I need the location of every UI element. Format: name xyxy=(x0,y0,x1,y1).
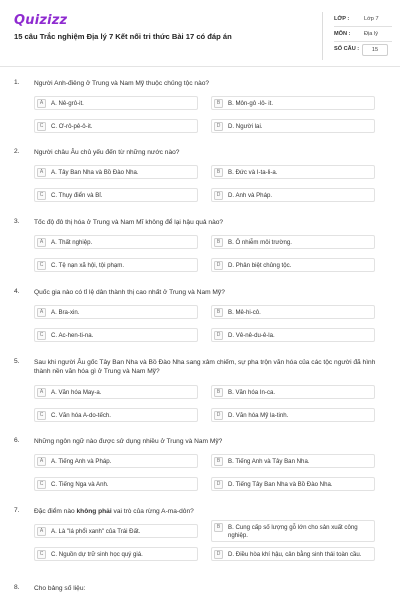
option-label: D. Anh và Pháp. xyxy=(228,192,273,199)
option-b[interactable] xyxy=(211,165,375,179)
option-c[interactable] xyxy=(34,328,198,342)
header-divider xyxy=(322,12,323,60)
question-number: 6. xyxy=(14,437,20,444)
option-a[interactable] xyxy=(34,454,198,468)
option-letter: B xyxy=(214,388,223,397)
question-text-emphasis: không phải xyxy=(76,508,112,515)
option-letter: B xyxy=(214,238,223,247)
option-c[interactable] xyxy=(34,477,198,491)
count-label: SỐ CÂU : xyxy=(334,46,360,52)
option-letter: A xyxy=(37,168,46,177)
option-label: B. Đức và I-ta-li-a. xyxy=(228,169,278,176)
option-letter: C xyxy=(37,331,46,340)
question-text: Sau khi người Âu gốc Tây Ban Nha và Bồ Đào Nha sang xâm chiếm, sự pha trộn văn hóa của các tộc người đã hình thành nền văn hóa gì ở Trung và Nam Mỹ? xyxy=(34,359,376,375)
option-letter: D xyxy=(214,261,223,270)
option-label: D. Tiếng Tây Ban Nha và Bồ Đào Nha. xyxy=(228,481,333,488)
class-value: Lớp 7 xyxy=(364,16,379,22)
option-c[interactable] xyxy=(34,188,198,202)
question-text: Những ngôn ngữ nào được sử dụng nhiều ở Trung và Nam Mỹ? xyxy=(34,438,223,445)
option-label: B. Ô nhiễm môi trường. xyxy=(228,239,292,246)
option-b[interactable] xyxy=(211,520,375,542)
question-text-before: Đặc điểm nào xyxy=(34,508,77,515)
option-b[interactable] xyxy=(211,454,375,468)
option-label: B. Mê-hi-cô. xyxy=(228,309,261,316)
subject-row xyxy=(334,28,392,42)
worksheet-header xyxy=(0,0,400,66)
option-label: A. Bra-xin. xyxy=(51,309,80,316)
option-label: A. Tây Ban Nha và Bồ Đào Nha. xyxy=(51,169,139,176)
option-letter: B xyxy=(214,457,223,466)
question-number: 8. xyxy=(14,584,20,591)
option-d[interactable] xyxy=(211,258,375,272)
option-letter: A xyxy=(37,238,46,247)
question-number: 1. xyxy=(14,79,20,86)
option-label: C. Ơ-rô-pê-ô-it. xyxy=(51,123,93,130)
option-label: D. Phân biệt chủng tộc. xyxy=(228,262,292,269)
option-label: A. Văn hóa May-a. xyxy=(51,389,102,396)
option-b[interactable] xyxy=(211,385,375,399)
option-a[interactable] xyxy=(34,305,198,319)
option-label: C. Văn hóa A-do-tếch. xyxy=(51,412,111,419)
count-value: 15 xyxy=(362,44,388,56)
option-letter: A xyxy=(37,388,46,397)
option-label: A. Tiếng Anh và Pháp. xyxy=(51,458,112,465)
option-letter: D xyxy=(214,331,223,340)
option-letter: D xyxy=(214,411,223,420)
option-letter: A xyxy=(37,457,46,466)
option-label: B. Môn-gô -lô- it. xyxy=(228,100,274,107)
option-label: B. Văn hóa In-ca. xyxy=(228,389,276,396)
option-label: A. Là "lá phổi xanh" của Trái Đất. xyxy=(51,528,141,535)
option-label: C. Ac-hen-ti-na. xyxy=(51,332,94,339)
option-label: D. Điều hòa khí hậu, cân bằng sinh thái toàn cầu. xyxy=(228,551,362,558)
option-a[interactable] xyxy=(34,235,198,249)
question-text: Tốc độ đô thị hóa ở Trung và Nam Mĩ không để lại hậu quả nào? xyxy=(34,219,224,226)
option-label: C. Nguồn dự trữ sinh học quý giá. xyxy=(51,551,143,558)
option-letter: B xyxy=(214,99,223,108)
quizizz-logo: Quizizz xyxy=(14,13,68,28)
option-a[interactable] xyxy=(34,165,198,179)
option-b[interactable] xyxy=(211,305,375,319)
option-letter: D xyxy=(214,480,223,489)
question-number: 4. xyxy=(14,288,20,295)
option-letter: C xyxy=(37,480,46,489)
option-letter: C xyxy=(37,550,46,559)
option-c[interactable] xyxy=(34,258,198,272)
worksheet-title: 15 câu Trắc nghiệm Địa lý 7 Kết nối tri thức Bài 17 có đáp án xyxy=(14,32,232,41)
class-label: LỚP : xyxy=(334,16,350,22)
option-letter: A xyxy=(37,308,46,317)
option-d[interactable] xyxy=(211,477,375,491)
option-label: D. Vê-nê-du-ê-la. xyxy=(228,332,275,339)
option-letter: C xyxy=(37,411,46,420)
question-number: 7. xyxy=(14,507,20,514)
subject-value: Địa lý xyxy=(364,31,378,37)
option-label: C. Thụy điển và Bỉ. xyxy=(51,192,103,199)
option-d[interactable] xyxy=(211,188,375,202)
option-c[interactable] xyxy=(34,547,198,561)
question-number: 5. xyxy=(14,358,20,365)
question-number: 3. xyxy=(14,218,20,225)
option-b[interactable] xyxy=(211,235,375,249)
option-letter: D xyxy=(214,191,223,200)
option-letter: C xyxy=(37,122,46,131)
option-d[interactable] xyxy=(211,547,375,561)
question-text: Cho bảng số liệu: xyxy=(34,585,86,592)
option-a[interactable] xyxy=(34,96,198,110)
option-letter: A xyxy=(37,527,46,536)
option-a[interactable] xyxy=(34,385,198,399)
option-label: C. Tệ nạn xã hội, tội phạm. xyxy=(51,262,125,269)
option-d[interactable] xyxy=(211,408,375,422)
subject-label: MÔN : xyxy=(334,31,351,37)
option-b[interactable] xyxy=(211,96,375,110)
option-c[interactable] xyxy=(34,408,198,422)
class-row xyxy=(334,13,392,27)
option-letter: C xyxy=(37,261,46,270)
option-d[interactable] xyxy=(211,328,375,342)
option-d[interactable] xyxy=(211,119,375,133)
option-letter: D xyxy=(214,550,223,559)
option-letter: B xyxy=(214,168,223,177)
option-label: B. Tiếng Anh và Tây Ban Nha. xyxy=(228,458,310,465)
option-letter: C xyxy=(37,191,46,200)
option-letter: A xyxy=(37,99,46,108)
option-label: A. Nê-grô-it. xyxy=(51,100,84,107)
question-text xyxy=(34,507,386,516)
option-label: D. Văn hóa Mỹ la-tinh. xyxy=(228,412,289,419)
option-letter: D xyxy=(214,122,223,131)
option-label: B. Cung cấp số lượng gỗ lớn cho sản xuất công nghiệp. xyxy=(228,524,358,539)
option-label: A. Thất nghiệp. xyxy=(51,239,93,246)
question-number: 2. xyxy=(14,148,20,155)
question-text: Quốc gia nào có tỉ lệ dân thành thị cao nhất ở Trung và Nam Mỹ? xyxy=(34,289,225,296)
header-separator xyxy=(0,66,400,67)
option-label: C. Tiếng Nga và Anh. xyxy=(51,481,109,488)
question-text-after: vai trò của rừng A-ma-dôn? xyxy=(111,508,194,515)
option-letter: B xyxy=(214,523,223,532)
option-label: D. Người lai. xyxy=(228,123,263,130)
question-text: Người châu Âu chủ yếu đến từ những nước nào? xyxy=(34,149,180,156)
option-letter: B xyxy=(214,308,223,317)
question-text: Người Anh-điêng ở Trung và Nam Mỹ thuộc chủng tộc nào? xyxy=(34,80,210,87)
option-a[interactable] xyxy=(34,524,198,538)
option-c[interactable] xyxy=(34,119,198,133)
